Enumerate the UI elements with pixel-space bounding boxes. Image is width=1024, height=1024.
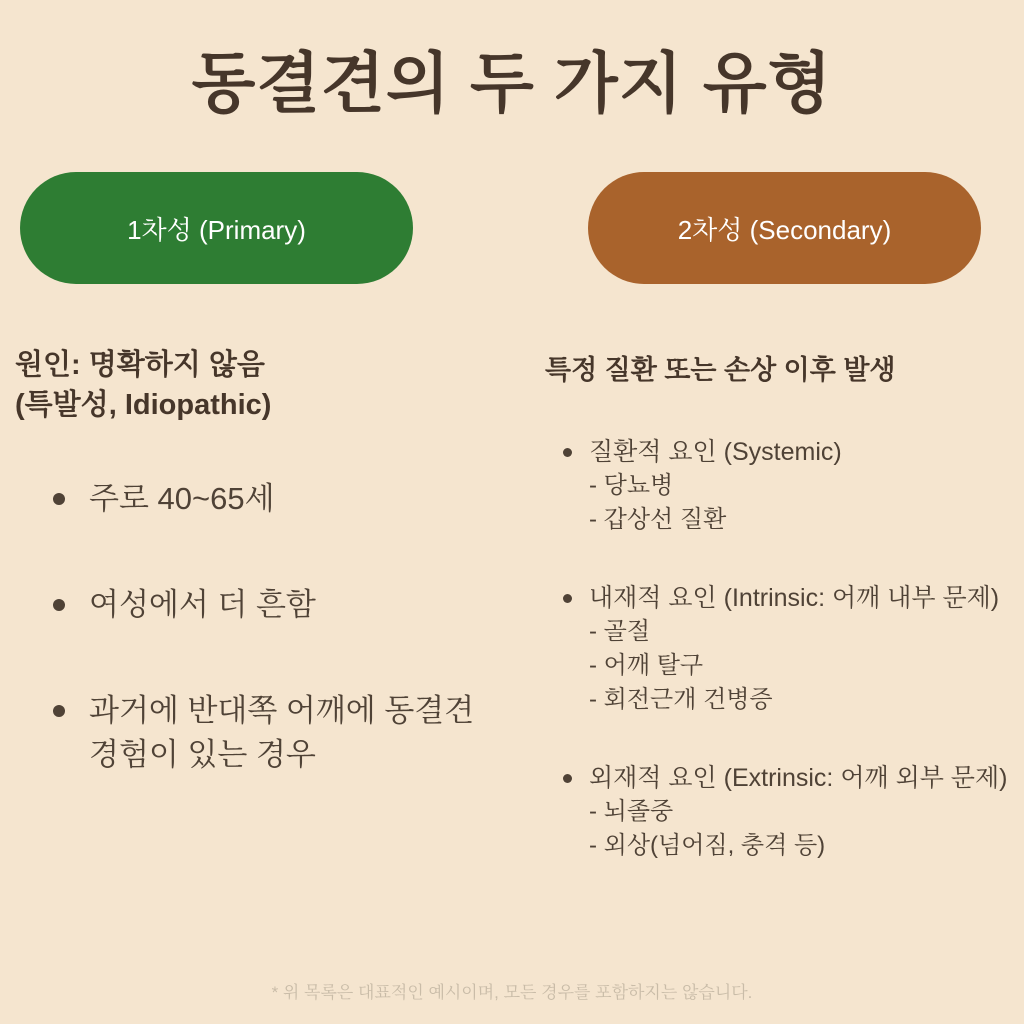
- list-item: - 당뇨병: [589, 472, 674, 499]
- list-item: - 외상(넘어짐, 충격 등): [589, 832, 826, 859]
- list-item: [53, 477, 505, 521]
- primary-bullet-list: [53, 477, 505, 777]
- secondary-cause-heading: 특정 질환 또는 손상 이후 발생: [545, 355, 896, 385]
- primary-column: [15, 345, 505, 839]
- primary-cause-heading: [15, 345, 505, 425]
- primary-type-pill[interactable]: [20, 172, 413, 284]
- bullet-dot-icon: [53, 493, 65, 505]
- primary-cause-heading-line1: 원인: 명확하지 않음: [15, 349, 265, 381]
- disclaimer-footnote: * 위 목록은 대표적인 예시이며, 모든 경우를 포함하지는 않습니다.: [271, 983, 753, 1002]
- list-item-label: 여성에서 더 흔함: [89, 587, 316, 622]
- secondary-group-list: [563, 435, 1015, 863]
- factor-group-systemic: [563, 435, 1015, 537]
- factor-group-label-text: 내재적 요인 (Intrinsic: 어깨 내부 문제): [589, 584, 1000, 612]
- factor-group-label: [563, 435, 1015, 469]
- list-item-label: 과거에 반대쪽 어깨에 동결견 경험이 있는 경우: [89, 693, 475, 772]
- list-item: - 뇌졸중: [589, 798, 674, 825]
- factor-group-label-text: 외재적 요인 (Extrinsic: 어깨 외부 문제): [589, 764, 1008, 792]
- list-item: - 골절: [589, 618, 651, 645]
- list-item-label: 주로 40~65세: [89, 481, 275, 516]
- list-item: [53, 583, 505, 627]
- bullet-dot-icon: [53, 599, 65, 611]
- page-title: 동결견의 두 가지 유형: [191, 46, 833, 120]
- factor-sub-list: [589, 469, 1015, 537]
- bullet-dot-icon: [563, 448, 572, 457]
- list-item: - 회전근개 건병증: [589, 686, 773, 713]
- list-item: - 어깨 탈구: [589, 652, 704, 679]
- list-item: - 갑상선 질환: [589, 506, 727, 533]
- factor-group-label: [563, 581, 1015, 615]
- factor-group-intrinsic: [563, 581, 1015, 717]
- primary-cause-heading-line2: (특발성, Idiopathic): [15, 389, 272, 421]
- bullet-dot-icon: [53, 705, 65, 717]
- bullet-dot-icon: [563, 774, 572, 783]
- bullet-dot-icon: [563, 594, 572, 603]
- secondary-pill-label: 2차성 (Secondary): [677, 214, 892, 245]
- secondary-column: [545, 348, 1015, 907]
- factor-sub-list: [589, 795, 1015, 863]
- factor-group-extrinsic: [563, 761, 1015, 863]
- factor-sub-list: [589, 615, 1015, 717]
- factor-group-label: [563, 761, 1015, 795]
- list-item: [53, 689, 505, 777]
- factor-group-label-text: 질환적 요인 (Systemic): [589, 438, 842, 466]
- secondary-type-pill[interactable]: [588, 172, 981, 284]
- primary-pill-label: 1차성 (Primary): [127, 214, 306, 245]
